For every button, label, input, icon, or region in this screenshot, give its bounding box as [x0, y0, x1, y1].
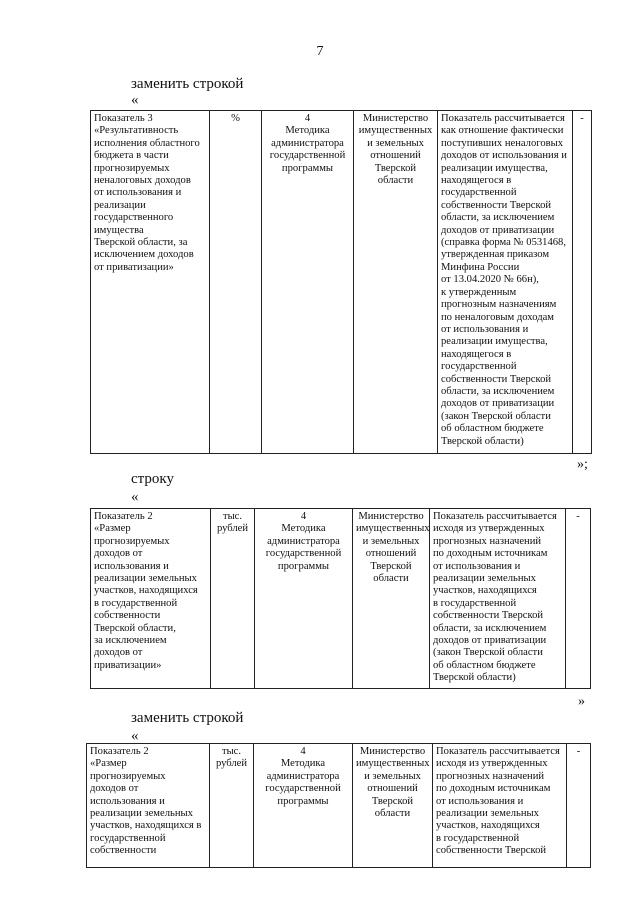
block3-open-quote: «: [131, 728, 139, 744]
indicator-cell: Показатель 2 «Размер прогнозируемых доходов от использования и реализации земельных участков, находящихся в государственной собственности: [90, 746, 202, 857]
calculation-cell: Показатель рассчитывается как отношение фактически поступивших неналоговых доходов от использования и реализации имущества, находящегося в государственной собственности Тверской области, за исключением доходов от приватизации (справка форма № 0531468, утвержденная приказом Минфина России от 13.04.2020 № 66н), к утвержденным прогнозным назначениям по неналоговым доходам от использования и реализации имущества, находящегося в государственной собственности Тверской области, за исключением доходов от приватизации (закон Тверской области об областном бюджете Тверской области): [441, 113, 567, 447]
method-cell: 4 Методика администратора государственной программы: [265, 511, 342, 572]
indicator-cell: Показатель 2 «Размер прогнозируемых доходов от использования и реализации земельных участков, находящихся в государственной собственности Тверской области, за исключением доходов от приватизации»: [94, 511, 198, 671]
last-cell: -: [580, 113, 584, 124]
calculation-cell: Показатель рассчитывается исходя из утвержденных прогнозных назначений по доходным источникам от использования и реализации земельных участков, находящихся в государственной собственности Тверской: [436, 746, 560, 857]
responsible-cell: Министерство имущественных и земельных отношений Тверской области: [356, 511, 430, 585]
block2-table: [90, 508, 591, 689]
block3-table: [86, 743, 591, 868]
block1-close-quote: »;: [577, 457, 588, 472]
block1-open-quote: «: [131, 92, 139, 108]
unit-cell: %: [231, 113, 240, 124]
unit-cell: тыс. рублей: [215, 746, 248, 770]
block2-close-quote: »: [578, 694, 585, 709]
block3-heading: заменить строкой: [131, 710, 244, 726]
block1-table: [90, 110, 592, 454]
indicator-cell: Показатель 3 «Результативность исполнения областного бюджета в части прогнозируемых неналоговых доходов от использования и реализации государственного имущества Тверской области, за исключением доходов от приватизации»: [94, 113, 200, 273]
table-row: [91, 509, 591, 689]
table-row: [87, 744, 591, 868]
page-number: 7: [316, 44, 324, 59]
last-cell: -: [576, 746, 581, 757]
last-cell: -: [576, 511, 580, 522]
table-row: [91, 111, 592, 454]
responsible-cell: Министерство имущественных и земельных отношений Тверской области: [358, 113, 433, 187]
responsible-cell: Министерство имущественных и земельных отношений Тверской области: [356, 746, 430, 820]
block1-heading: заменить строкой: [131, 76, 244, 92]
method-cell: 4 Методика администратора государственной программы: [269, 113, 346, 174]
block2-open-quote: «: [131, 489, 139, 505]
calculation-cell: Показатель рассчитывается исходя из утвержденных прогнозных назначений по доходным источникам от использования и реализации земельных участков, находящихся в государственной собственности Тверской области, за исключением доходов от приватизации (закон Тверской области об областном бюджете Тверской области): [433, 511, 557, 684]
block2-heading: строку: [131, 471, 174, 487]
method-cell: 4 Методика администратора государственной программы: [265, 746, 341, 807]
unit-cell: тыс. рублей: [216, 511, 249, 535]
